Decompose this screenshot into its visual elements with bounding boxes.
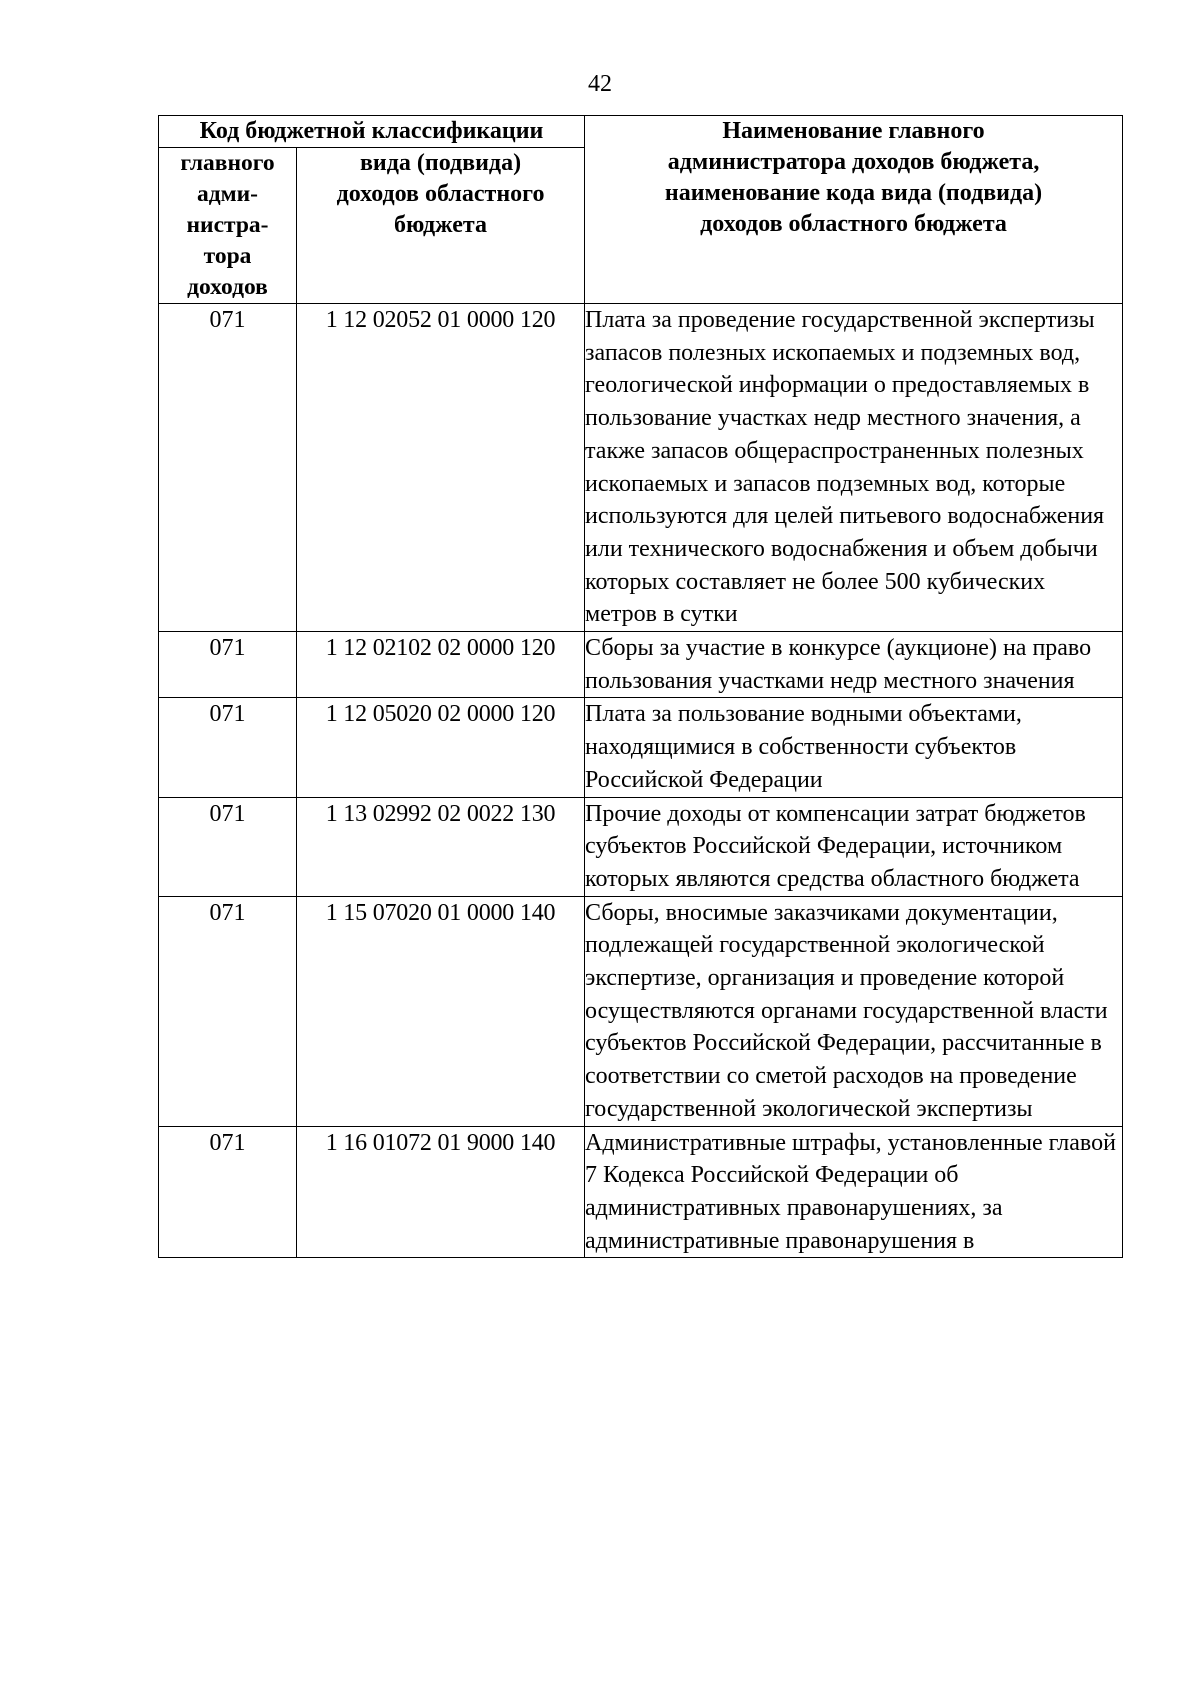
description-cell: Сборы за участие в конкурсе (аукционе) на право пользования участками недр местного значения — [585, 632, 1123, 698]
description-cell: Административные штрафы, установленные главой 7 Кодекса Российской Федерации об административных правонарушениях, за административные правонарушения в — [585, 1126, 1123, 1258]
header-budget-classification-code: Код бюджетной классификации — [159, 116, 585, 148]
admin-code-cell: 071 — [159, 698, 297, 797]
header-type-line: бюджета — [394, 212, 487, 238]
header-name-column — [585, 116, 1123, 304]
admin-code-cell: 071 — [159, 1126, 297, 1258]
header-type-line: доходов областного — [336, 181, 545, 207]
description-cell: Прочие доходы от компенсации затрат бюджетов субъектов Российской Федерации, источником которых являются средства областного бюджета — [585, 797, 1123, 896]
description-cell: Сборы, вносимые заказчиками документации, подлежащей государственной экологической экспертизе, организация и проведение которой осуществляются органами государственной власти субъектов Российской Федерации, рассчитанные в соответствии со сметой расходов на проведение государственной экологической экспертизы — [585, 896, 1123, 1126]
header-type-line: вида (подвида) — [359, 150, 522, 176]
table-row — [159, 632, 1123, 698]
income-code-cell: 1 12 02102 02 0000 120 — [297, 632, 585, 698]
header-name-line: Наименование главного — [722, 118, 985, 144]
table-row — [159, 797, 1123, 896]
description-cell: Плата за пользование водными объектами, находящимися в собственности субъектов Российской Федерации — [585, 698, 1123, 797]
income-code-cell: 1 15 07020 01 0000 140 — [297, 896, 585, 1126]
table-row — [159, 1126, 1123, 1258]
description-cell: Плата за проведение государственной экспертизы запасов полезных ископаемых и подземных вод, геологической информации о предоставляемых в пользование участках недр местного значения, а также запасов общераспространенных полезных ископаемых и запасов подземных вод, которые используются для целей питьевого водоснабжения или технического водоснабжения и объем добычи которых составляет не более 500 кубических метров в сутки — [585, 304, 1123, 632]
income-code-cell: 1 16 01072 01 9000 140 — [297, 1126, 585, 1258]
header-name-line: доходов областного бюджета — [700, 211, 1007, 237]
header-admin-column — [159, 148, 297, 304]
table-row — [159, 698, 1123, 797]
header-type-column — [297, 148, 585, 304]
header-admin-line: доходов — [187, 274, 268, 300]
income-code-cell: 1 12 05020 02 0000 120 — [297, 698, 585, 797]
page-number: 42 — [588, 71, 612, 97]
admin-code-cell: 071 — [159, 632, 297, 698]
header-admin-line: тора — [203, 243, 252, 269]
header-name-line: администратора доходов бюджета, — [667, 149, 1040, 175]
header-name-line: наименование кода вида (подвида) — [664, 180, 1043, 206]
income-code-cell: 1 12 02052 01 0000 120 — [297, 304, 585, 632]
budget-classification-table — [158, 115, 1123, 1258]
table-row — [159, 304, 1123, 632]
admin-code-cell: 071 — [159, 797, 297, 896]
income-code-cell: 1 13 02992 02 0022 130 — [297, 797, 585, 896]
header-admin-line: главного — [180, 150, 275, 176]
header-admin-line: адми- — [196, 181, 258, 207]
header-row-group — [159, 116, 1123, 148]
header-admin-line: нистра- — [186, 212, 269, 238]
admin-code-cell: 071 — [159, 304, 297, 632]
table-row — [159, 896, 1123, 1126]
admin-code-cell: 071 — [159, 896, 297, 1126]
